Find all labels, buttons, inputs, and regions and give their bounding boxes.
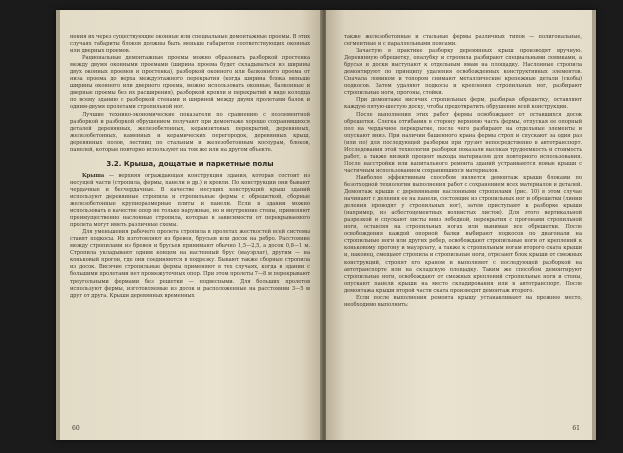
right-page xyxy=(326,10,592,440)
left-text-column xyxy=(70,34,310,300)
paragraph: При демонтаже висячих стропильных ферм, разбирая обрешетку, оставляют каждую пятую-шестую доску, чтобы предотвратить обрушение всей конструкции. xyxy=(344,97,582,111)
right-page-edge xyxy=(592,10,596,440)
left-page xyxy=(60,10,322,440)
page-number: 60 xyxy=(72,425,80,432)
section-heading: 3.2. Крыша, дощатые и паркетные полы xyxy=(106,159,274,168)
open-book xyxy=(56,10,596,440)
paragraph: Лучшие технико-экономические показатели по сравнению с поэлементной разборкой и разборкой обрушением получают при демонтаже хорошо сохранившихся деталей деревянных, железобетонных, керамзитовых перекрытий, деревянных, железобетонных, каменных и керамических перегородок, деревянных крыш, деревянных полов, лестниц по стальным и железобетонным косоурам, блоков, панелей, которые повторно используют на том же или на другом объекте. xyxy=(70,111,310,153)
paragraph-text: — верхняя ограждающая конструкция здания, которая состоит из несущей части (стропила, фермы, панели и др.) и кровли. По конструкции они бывают чердачные и бесчердачные. В качестве несущих конструкций крыш зданий используют деревянные стропила и стропильные фермы с обрешеткой, сборные железобетонные крупноразмерные плиты и панели. Если в здании можно использовать в качестве опор не только наружные, но и внутренние стены, применяют преимущественно наслонные стропила, которые в зависимости от перекрываемого пролета могут иметь различные схемы. xyxy=(70,172,310,229)
paragraph: Если после выполнения ремонта крышу устанавливают на прежнее место, необходимо выполнить: xyxy=(344,294,582,308)
paragraph: также железобетонные и стальные фермы различных типов — полигональные, сегментные и с параллельными поясами. xyxy=(344,34,582,48)
paragraph: После выполнения этих работ фермы освобождают от оставшихся досок обрешетки. Слегка отгибания в сторону верхнюю часть фермы, отпуская ее опорный пол на чердачное перекрытие, после чего разбирают на отдельные элементы и опускают вниз. При наличии башенного крана фермы строп и спускают за один раз (или по) для последующей разборки при грузит непосредственно в автотранспорт. Исследования этой технологии разборки показали высокая трудоемкость и стоимость работ, а также низкий процент выхода материалов для повторного использования. После насстройки или капитального ремонта зданий устраиваются новые крыши с частичным использованием сохранившихся материалов. xyxy=(344,111,582,174)
paragraph: Наиболее эффективным способом является демонтаж крыши блоками по безотходной технологии выполнения работ с сохранением всех материалов и деталей. Демонтаж крыши с деревянными наслонными стропилами (рис. 10) в этом случае начинают с деления ее на панели, состоящие из стропильных ног и обрешетки (линии деления проводят у стропильных ног), затем приступают к разборке крыши (например, из асбестоцементных волнистых листов). Для этого вертикальной разрезкой и спускают листы вниз лебедкой, перекрытия с прогонами стропильной ноги, оставляя на стропильных ногах или вынимая все обрешетки. После освобождения каждой опорной балки выбирают подкосов по диагонали на стропильные ноги или других ребер, освобождают стропильные ноги от креплений к коньковому прогону и мауэрлату, а также к стропильным ногам второго ската крыши и, наконец, смещают стропила и стропильные ноги, отрезают блок крыши от смежных конструкций, стропят его краном и выполняют с последующей разборкой на автотранспорте или на складскую площадку. Таким же способом демонтируют стропильные ноги, освобождают от смежных креплений стропильные ноги и стены, опускают панели крыши на место складирования или в автотранспорт. После демонтажа крыши второй части ската производят демонтаж второго. xyxy=(344,174,582,294)
paragraph: нения их через существующие оконные или специальные демонтажные проемы. В этих случаях габариты блоков должны быть меньше габаритов соответствующих оконных или дверных проемов. xyxy=(70,34,310,55)
paragraph: Для уменьшения рабочего пролета стропила в пролетах жесткостей всей системы ставят подкосы. Их изготовляют из бревен, брусьев или досок на ребро. Расстояние между стропилами из бревен и брусьев принимают обычно 1,5—2,5, а досок 0,8—1 м. Стропила укладывают одним концом на настенный брус (мауэрлат), другим — на коньковый прогон, где они соединяются в подрезку. Бывают также сборные стропила из досок. Висячие стропильные фермы применяют в тех случаях, когда в здании с большими пролетами нет промежуточных опор. При этом пролеты 7—8 м перекрывают треугольными фермами без решетки — подвесными. Для больших пролетов используют фермы, изготовляемые из досок и расположенные на расстоянии 3—5 м друг от друга. Крыши деревянных временных xyxy=(70,229,310,299)
paragraph: Рациональные демонтажные проемы можно образовать разборкой простенка между двумя оконными проемами (ширина проема будет складываться из ширины двух оконных проемов и простенка), разборкой оконного или балконного проема от низа проема до верха междуэтажного перекрытия (когда ширина блока меньше ширины оконного или дверного проема, можно использовать оконные, балконные и дверные проемы без их расширения), разборкой кровли и перекрытий в виде колодца по всему зданию с разборкой стенами и шириной между двумя пролетами балок и одним-двумя пролетами стропильной ног. xyxy=(70,55,310,111)
lead-word: Крыша xyxy=(82,172,105,179)
page-number: 61 xyxy=(572,425,580,432)
right-text-column xyxy=(344,34,582,309)
paragraph xyxy=(70,173,310,229)
paragraph: Зачастую в практике разборку деревянных крыш производят вручную. Деревянную обрешетку, опалубку и стропила разбирают специальными ломиками, а брусья и доски выступают к отдельным ямам на площадку. Наслонные стропила демонтируют по принципу удаления освобожденных конструктивных элементов. Сначала ломиком и топором снимают металлические крепежные детали (скобы) подкосов. Затем удаляют подкосы и крепления стропильных ног, разбирают стропильные ноги, прогоны, стойки. xyxy=(344,48,582,97)
